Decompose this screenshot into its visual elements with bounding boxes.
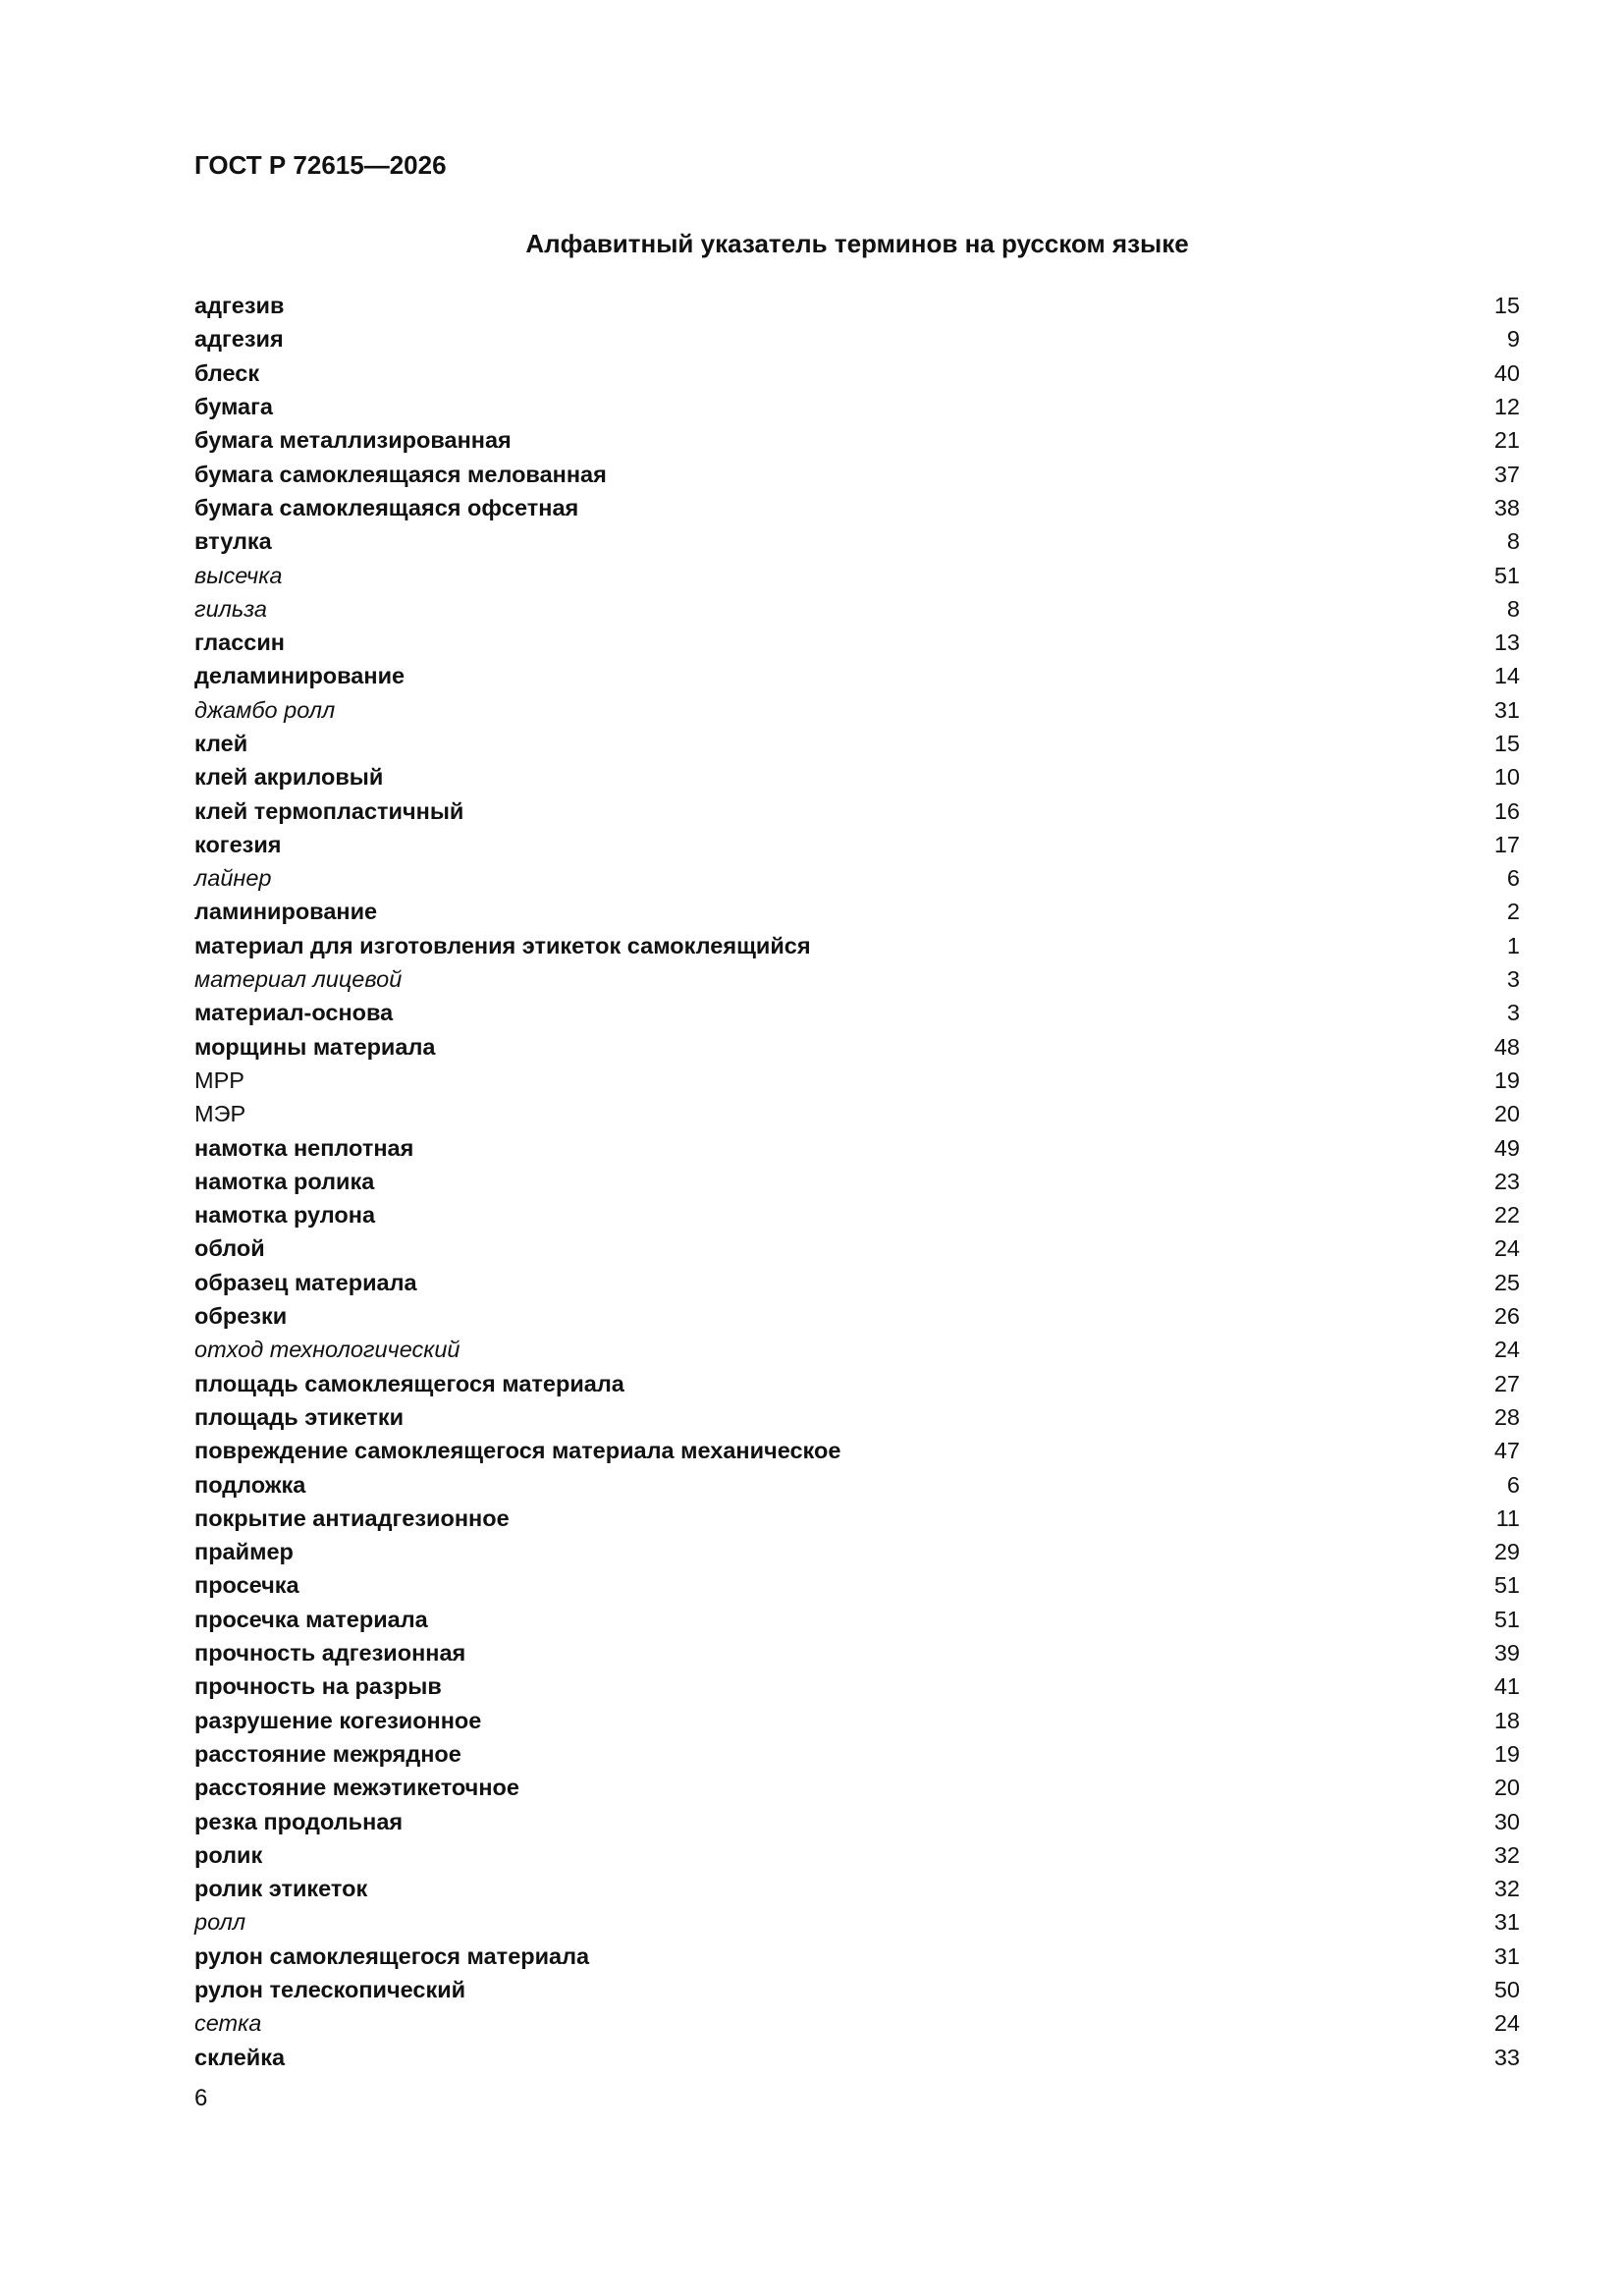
index-page-ref: 37 bbox=[1493, 461, 1520, 487]
index-term: расстояние межэтикеточное bbox=[194, 1775, 519, 1801]
index-entry bbox=[194, 895, 1520, 928]
index-entry bbox=[194, 1333, 1520, 1366]
index-page-ref: 32 bbox=[1493, 1876, 1520, 1902]
index-term: материал для изготовления этикеток самоклеящийся bbox=[194, 932, 811, 958]
index-term: площадь этикетки bbox=[194, 1403, 405, 1430]
index-page-ref: 6 bbox=[1506, 1471, 1520, 1498]
index-term: разрушение когезионное bbox=[194, 1707, 482, 1733]
index-entry bbox=[194, 1030, 1520, 1064]
index-term: прочность на разрыв bbox=[194, 1673, 442, 1700]
index-entry bbox=[194, 659, 1520, 692]
index-page-ref: 22 bbox=[1493, 1202, 1520, 1229]
index-term: клей термопластичный bbox=[194, 797, 464, 824]
index-page-ref: 33 bbox=[1493, 2044, 1520, 2070]
index-entry bbox=[194, 929, 1520, 962]
index-entry bbox=[194, 1872, 1520, 1905]
index-entry bbox=[194, 962, 1520, 996]
index-term: глассин bbox=[194, 629, 285, 656]
index-entry bbox=[194, 1266, 1520, 1299]
index-term: материал лицевой bbox=[194, 966, 403, 993]
index-entry bbox=[194, 1603, 1520, 1636]
index-entry bbox=[194, 1973, 1520, 2006]
index-page-ref: 39 bbox=[1493, 1640, 1520, 1667]
index-term: покрытие антиадгезионное bbox=[194, 1504, 510, 1531]
index-term: когезия bbox=[194, 831, 282, 857]
index-entry bbox=[194, 1097, 1520, 1130]
index-page-ref: 30 bbox=[1493, 1808, 1520, 1834]
index-term: просечка материала bbox=[194, 1606, 428, 1632]
index-page-ref: 13 bbox=[1493, 629, 1520, 656]
index-page-ref: 8 bbox=[1506, 595, 1520, 622]
index-entry bbox=[194, 1502, 1520, 1535]
index-entry bbox=[194, 828, 1520, 861]
index-page-ref: 27 bbox=[1493, 1370, 1520, 1396]
index-page-ref: 48 bbox=[1493, 1033, 1520, 1060]
index-term: площадь самоклеящегося материала bbox=[194, 1370, 624, 1396]
index-page-ref: 24 bbox=[1493, 2010, 1520, 2037]
index-term: втулка bbox=[194, 528, 272, 555]
index-page-ref: 11 bbox=[1495, 1504, 1520, 1531]
index-term: ролик этикеток bbox=[194, 1876, 368, 1902]
index-term: ламинирование bbox=[194, 899, 378, 925]
index-page-ref: 29 bbox=[1493, 1539, 1520, 1565]
index-entry bbox=[194, 558, 1520, 591]
index-entry bbox=[194, 1535, 1520, 1568]
index-entry bbox=[194, 693, 1520, 727]
index-page-ref: 2 bbox=[1506, 899, 1520, 925]
index-entry bbox=[194, 1467, 1520, 1501]
index-page-ref: 24 bbox=[1493, 1337, 1520, 1363]
index-entry bbox=[194, 1568, 1520, 1602]
index-page-ref: 17 bbox=[1493, 831, 1520, 857]
index-term: намотка ролика bbox=[194, 1168, 375, 1194]
index-term: рулон телескопический bbox=[194, 1976, 466, 2002]
index-entry bbox=[194, 1130, 1520, 1164]
index-term: высечка bbox=[194, 562, 283, 588]
index-term: ролик bbox=[194, 1841, 263, 1868]
index-term: материал-основа bbox=[194, 1000, 394, 1026]
index-page-ref: 23 bbox=[1493, 1168, 1520, 1194]
index-entry bbox=[194, 1299, 1520, 1333]
index-page-ref: 32 bbox=[1493, 1841, 1520, 1868]
index-term: клей акриловый bbox=[194, 764, 384, 791]
index-entry bbox=[194, 727, 1520, 760]
index-page-ref: 18 bbox=[1493, 1707, 1520, 1733]
index-page-ref: 51 bbox=[1493, 1572, 1520, 1599]
index-entry bbox=[194, 1940, 1520, 1973]
index-entry bbox=[194, 626, 1520, 659]
index-page-ref: 9 bbox=[1506, 326, 1520, 353]
index-page-ref: 49 bbox=[1493, 1134, 1520, 1161]
index-entry bbox=[194, 1703, 1520, 1736]
index-term: расстояние межрядное bbox=[194, 1740, 461, 1767]
index-page-ref: 41 bbox=[1493, 1673, 1520, 1700]
index-term: клей bbox=[194, 731, 248, 756]
index-entry bbox=[194, 1636, 1520, 1669]
index-entry bbox=[194, 1064, 1520, 1097]
index-page-ref: 19 bbox=[1493, 1740, 1520, 1767]
index-term: просечка bbox=[194, 1572, 299, 1599]
index-entry bbox=[194, 861, 1520, 895]
index-page-ref: 31 bbox=[1493, 1942, 1520, 1969]
index-entry bbox=[194, 2040, 1520, 2073]
index-term: адгезия bbox=[194, 326, 284, 353]
index-page-ref: 20 bbox=[1493, 1101, 1520, 1127]
index-entry bbox=[194, 423, 1520, 457]
index-entry bbox=[194, 592, 1520, 626]
index-entry bbox=[194, 457, 1520, 490]
index-term: джамбо ролл bbox=[194, 696, 336, 723]
term-index-list bbox=[194, 289, 1520, 2074]
index-term: МРР bbox=[194, 1066, 244, 1093]
index-page-ref: 51 bbox=[1493, 1606, 1520, 1632]
index-term: адгезив bbox=[194, 293, 285, 319]
index-page-ref: 31 bbox=[1493, 1909, 1520, 1936]
index-term: намотка неплотная bbox=[194, 1134, 414, 1161]
index-term: намотка рулона bbox=[194, 1202, 376, 1229]
index-page-ref: 3 bbox=[1506, 966, 1520, 993]
index-page-ref: 10 bbox=[1493, 764, 1520, 791]
index-entry bbox=[194, 390, 1520, 423]
index-entry bbox=[194, 996, 1520, 1029]
index-entry bbox=[194, 1231, 1520, 1265]
index-entry bbox=[194, 1669, 1520, 1703]
index-term: блеск bbox=[194, 359, 260, 386]
index-page-ref: 24 bbox=[1493, 1235, 1520, 1262]
index-term: облой bbox=[194, 1235, 265, 1262]
index-entry bbox=[194, 1771, 1520, 1804]
index-page-ref: 16 bbox=[1493, 797, 1520, 824]
index-term: гильза bbox=[194, 595, 267, 622]
index-page-ref: 15 bbox=[1493, 731, 1520, 756]
index-term: бумага bbox=[194, 394, 273, 420]
index-term: морщины материала bbox=[194, 1033, 436, 1060]
index-entry bbox=[194, 2006, 1520, 2040]
index-entry bbox=[194, 1905, 1520, 1939]
index-page-ref: 1 bbox=[1506, 932, 1520, 958]
index-term: обрезки bbox=[194, 1303, 288, 1330]
index-term: резка продольная bbox=[194, 1808, 404, 1834]
index-term: МЭР bbox=[194, 1101, 246, 1127]
index-term: праймер bbox=[194, 1539, 294, 1565]
index-entry bbox=[194, 491, 1520, 524]
index-page-ref: 47 bbox=[1493, 1438, 1520, 1464]
index-page-ref: 20 bbox=[1493, 1775, 1520, 1801]
index-term: сетка bbox=[194, 2010, 262, 2037]
index-entry bbox=[194, 289, 1520, 322]
index-term: бумага самоклеящаяся мелованная bbox=[194, 461, 607, 487]
index-page-ref: 14 bbox=[1493, 663, 1520, 689]
index-page-ref: 40 bbox=[1493, 359, 1520, 386]
index-title: Алфавитный указатель терминов на русском языке bbox=[525, 229, 1189, 258]
index-page-ref: 6 bbox=[1506, 865, 1520, 892]
index-entry bbox=[194, 524, 1520, 558]
index-entry bbox=[194, 1165, 1520, 1198]
index-entry bbox=[194, 322, 1520, 355]
index-entry bbox=[194, 1400, 1520, 1434]
index-page-ref: 15 bbox=[1493, 293, 1520, 319]
index-term: ролл bbox=[194, 1909, 246, 1936]
index-entry bbox=[194, 1838, 1520, 1872]
index-page-ref: 50 bbox=[1493, 1976, 1520, 2002]
index-entry bbox=[194, 793, 1520, 827]
index-page-ref: 28 bbox=[1493, 1403, 1520, 1430]
index-page-ref: 26 bbox=[1493, 1303, 1520, 1330]
page-number: 6 bbox=[194, 2085, 208, 2111]
index-term: отход технологический bbox=[194, 1337, 460, 1363]
index-entry bbox=[194, 1737, 1520, 1771]
index-entry bbox=[194, 1804, 1520, 1837]
index-page-ref: 51 bbox=[1493, 562, 1520, 588]
index-entry bbox=[194, 356, 1520, 390]
index-page-ref: 21 bbox=[1493, 427, 1520, 454]
index-page-ref: 3 bbox=[1506, 1000, 1520, 1026]
index-term: прочность адгезионная bbox=[194, 1640, 466, 1667]
index-term: образец материала bbox=[194, 1269, 417, 1295]
index-entry bbox=[194, 760, 1520, 793]
index-term: деламинирование bbox=[194, 663, 406, 689]
index-term: подложка bbox=[194, 1471, 306, 1498]
index-page-ref: 31 bbox=[1493, 696, 1520, 723]
document-id: ГОСТ Р 72615—2026 bbox=[194, 150, 447, 180]
index-page-ref: 8 bbox=[1506, 528, 1520, 555]
index-page-ref: 12 bbox=[1493, 394, 1520, 420]
index-page-ref: 19 bbox=[1493, 1066, 1520, 1093]
index-term: бумага самоклеящаяся офсетная bbox=[194, 494, 579, 520]
index-entry bbox=[194, 1198, 1520, 1231]
index-term: повреждение самоклеящегося материала механическое bbox=[194, 1438, 841, 1464]
index-term: лайнер bbox=[194, 865, 272, 892]
index-page-ref: 25 bbox=[1493, 1269, 1520, 1295]
index-entry bbox=[194, 1434, 1520, 1467]
index-term: склейка bbox=[194, 2044, 286, 2070]
index-page-ref: 38 bbox=[1493, 494, 1520, 520]
index-term: рулон самоклеящегося материала bbox=[194, 1942, 590, 1969]
index-term: бумага металлизированная bbox=[194, 427, 512, 454]
index-entry bbox=[194, 1367, 1520, 1400]
